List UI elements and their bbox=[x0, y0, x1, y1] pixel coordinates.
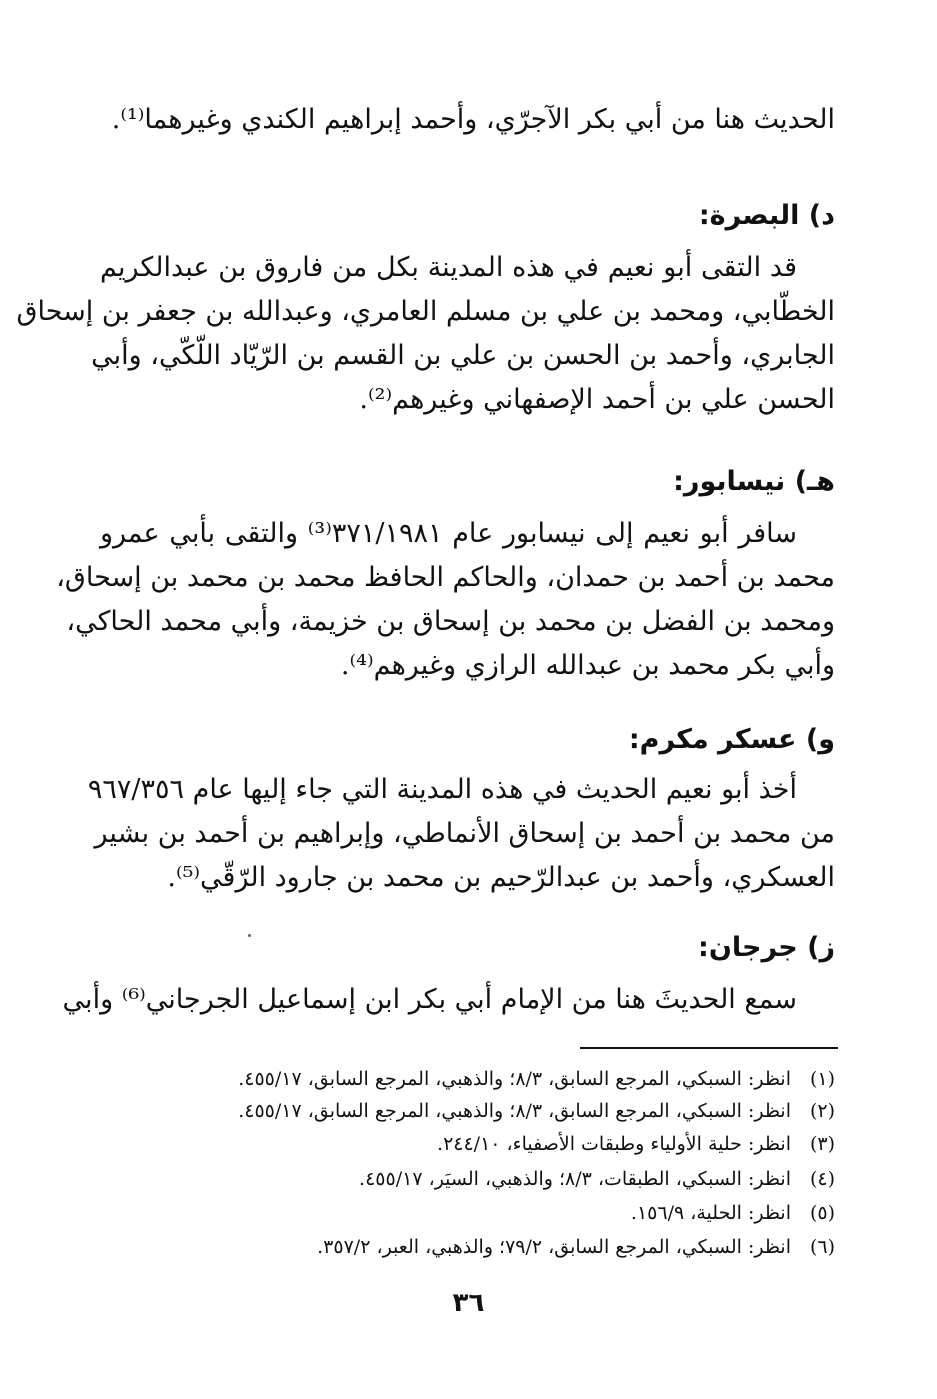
paragraph-line: الخطّابي، ومحمد بن علي بن مسلم العامري، وعبدالله بن جعفر بن إسحاق bbox=[16, 296, 835, 327]
intro-line: الحديث هنا من أبي بكر الآجرّي، وأحمد إبراهيم الكندي وغيرهما⁽¹⁾. bbox=[111, 104, 835, 135]
paragraph-line: من محمد بن أحمد بن إسحاق الأنماطي، وإبراهيم بن أحمد بن بشير bbox=[94, 818, 835, 849]
footnote-text: انظر: السبكي، المرجع السابق، ٨/٣؛ والذهبي، المرجع السابق، ٤٥٥/١٧. bbox=[238, 1068, 791, 1090]
paragraph-line: ومحمد بن الفضل بن محمد بن إسحاق بن خزيمة، وأبي محمد الحاكي، bbox=[66, 606, 835, 637]
footnote-number: (٦) bbox=[809, 1236, 835, 1258]
footnote-text: انظر: السبكي، المرجع السابق، ٧٩/٢؛ والذهبي، العبر، ٣٥٧/٢. bbox=[317, 1236, 791, 1258]
footnote-number: (٤) bbox=[809, 1168, 835, 1190]
footnote-text: انظر: السبكي، الطبقات، ٨/٣؛ والذهبي، السيَر، ٤٥٥/١٧. bbox=[359, 1168, 791, 1190]
paragraph-line: وأبي بكر محمد بن عبدالله الرازي وغيرهم⁽⁴⁾. bbox=[340, 650, 835, 681]
footnote-5 bbox=[631, 1198, 835, 1228]
footnote-3 bbox=[437, 1129, 835, 1159]
section-heading-askar-mukram: و) عسكر مكرم: bbox=[628, 724, 835, 755]
paragraph-line: العسكري، وأحمد بن عبدالرّحيم بن محمد بن جارود الرّقّي⁽⁵⁾. bbox=[167, 862, 835, 893]
paragraph-line: قد التقى أبو نعيم في هذه المدينة بكل من فاروق بن عبدالكريم bbox=[100, 252, 797, 283]
footnote-4 bbox=[359, 1164, 835, 1194]
footnote-number: (٣) bbox=[809, 1133, 835, 1155]
footnote-text: انظر: الحلية، ١٥٦/٩. bbox=[630, 1202, 791, 1224]
footnote-separator bbox=[580, 1047, 838, 1049]
footnote-2 bbox=[238, 1096, 835, 1126]
footnote-1 bbox=[238, 1064, 835, 1094]
section-heading-nishapur: هـ) نيسابور: bbox=[673, 466, 835, 497]
paragraph-line: محمد بن أحمد بن حمدان، والحاكم الحافظ محمد بن محمد بن إسحاق، bbox=[56, 562, 835, 593]
paragraph-line: سمع الحديثَ هنا من الإمام أبي بكر ابن إسماعيل الجرجاني⁽⁶⁾ وأبي bbox=[62, 984, 797, 1015]
footnote-number: (١) bbox=[809, 1068, 835, 1090]
footnote-number: (٥) bbox=[809, 1202, 835, 1224]
section-heading-jurjan: ز) جرجان: bbox=[698, 932, 835, 963]
paragraph-line: الجابري، وأحمد بن الحسن بن علي بن القسم بن الرّيّاد اللّكّي، وأبي bbox=[91, 340, 835, 371]
paragraph-line: أخذ أبو نعيم الحديث في هذه المدينة التي جاء إليها عام ٩٦٧/٣٥٦ bbox=[87, 774, 797, 805]
paragraph-line: سافر أبو نعيم إلى نيسابور عام ٣٧١/١٩٨١⁽³⁾ والتقى بأبي عمرو bbox=[100, 518, 797, 549]
section-heading-basra: د) البصرة: bbox=[698, 200, 835, 231]
speck bbox=[248, 934, 251, 937]
page-number: ٣٦ bbox=[452, 1288, 485, 1318]
footnote-6 bbox=[317, 1232, 835, 1262]
footnote-text: انظر: حلية الأولياء وطبقات الأصفياء، ٢٤٤/١٠. bbox=[437, 1133, 791, 1155]
footnote-text: انظر: السبكي، المرجع السابق، ٨/٣؛ والذهبي، المرجع السابق، ٤٥٥/١٧. bbox=[238, 1100, 791, 1122]
paragraph-line: الحسن علي بن أحمد الإصفهاني وغيرهم⁽²⁾. bbox=[359, 384, 835, 415]
footnote-number: (٢) bbox=[809, 1100, 835, 1122]
